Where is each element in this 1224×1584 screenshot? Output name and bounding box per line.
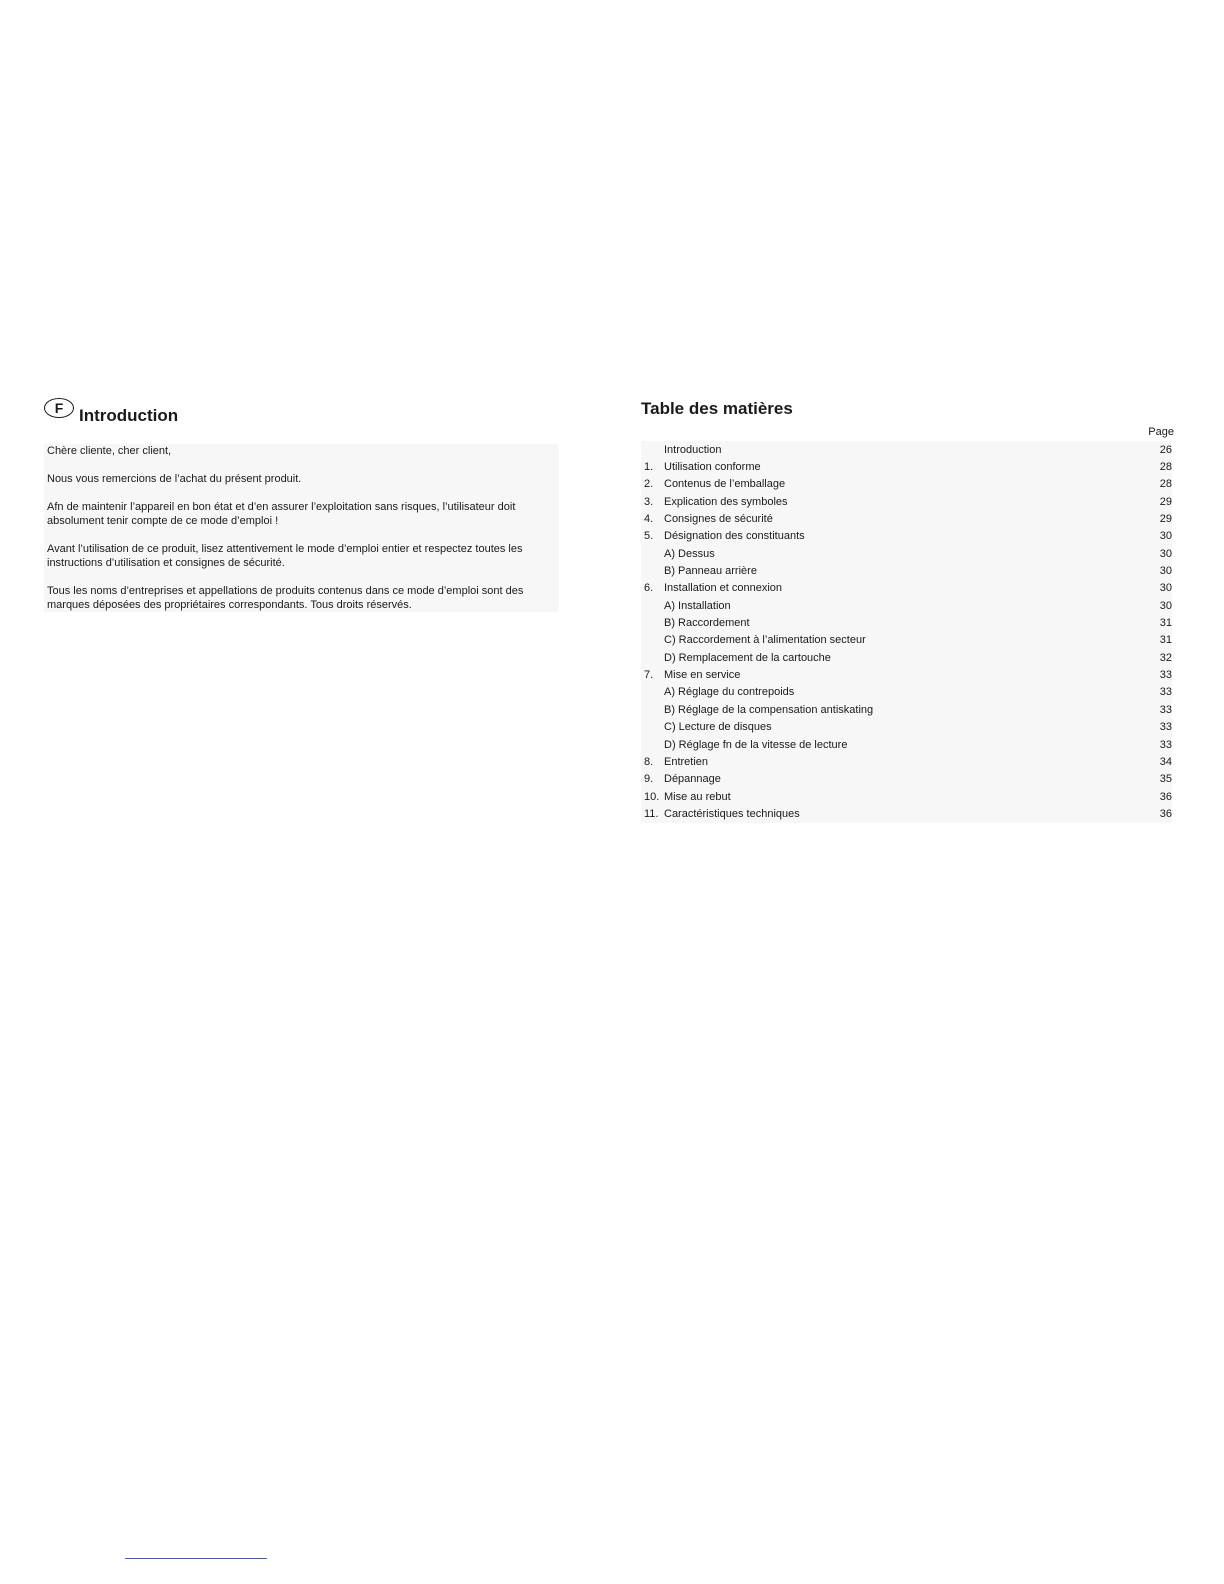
toc-entry[interactable] (641, 649, 1172, 666)
toc-entry-page: 36 (1159, 790, 1172, 803)
toc-entry-page: 26 (1159, 443, 1172, 456)
toc-entry[interactable] (641, 545, 1172, 562)
toc-entry-page: 28 (1159, 478, 1172, 491)
toc-entry[interactable] (641, 441, 1172, 458)
toc-entry-page: 30 (1159, 599, 1172, 612)
intro-paragraph: Chère cliente, cher client, (47, 445, 172, 457)
toc-entry[interactable] (641, 736, 1172, 753)
toc-entry[interactable] (641, 562, 1172, 579)
toc-entry-label: D) Réglage fn de la vitesse de lecture (664, 738, 848, 751)
toc-entry-label: A) Installation (664, 599, 731, 612)
toc-entry[interactable] (641, 493, 1172, 510)
toc-entry-label: Introduction (664, 443, 722, 456)
toc-entry-label: Explication des symboles (664, 495, 788, 508)
toc-entry-page: 33 (1159, 703, 1172, 716)
toc-entry-label: Installation et connexion (664, 582, 783, 595)
toc-entry-label: C) Raccordement à l’alimentation secteur (664, 634, 866, 647)
toc-entry-label: A) Réglage du contrepoids (664, 686, 795, 699)
toc-entry-label: B) Réglage de la compensation antiskating (664, 703, 874, 716)
toc-page-column-header: Page (1148, 426, 1174, 438)
table-of-contents (641, 398, 1174, 823)
toc-entry-label: B) Raccordement (664, 617, 750, 630)
toc-entry-label: Contenus de l’emballage (664, 478, 786, 491)
toc-entry-number: 11. (644, 807, 659, 820)
toc-entry[interactable] (641, 753, 1172, 770)
footer-divider (125, 1558, 267, 1559)
toc-entry-page: 30 (1159, 530, 1172, 543)
toc-entry-label: D) Remplacement de la cartouche (664, 651, 831, 664)
toc-entry-label: C) Lecture de disques (664, 721, 772, 734)
toc-entry[interactable] (641, 528, 1172, 545)
toc-entry[interactable] (641, 476, 1172, 493)
toc-entry-page: 33 (1159, 738, 1172, 751)
toc-entry-page: 30 (1159, 565, 1172, 578)
introduction-section (44, 397, 564, 612)
toc-entry-label: Caractéristiques techniques (664, 807, 800, 820)
toc-entry-number: 2. (644, 478, 654, 491)
toc-entry[interactable] (641, 805, 1172, 822)
language-badge-icon: F (44, 398, 74, 418)
toc-entry[interactable] (641, 580, 1172, 597)
toc-entry-label: Mise en service (664, 669, 741, 682)
toc-entry-number: 10. (644, 790, 660, 803)
toc-entry-page: 29 (1159, 495, 1172, 508)
toc-entry-number: 8. (644, 755, 654, 768)
toc-entry[interactable] (641, 614, 1172, 631)
toc-entry-label: Mise au rebut (664, 790, 731, 803)
toc-entry-label: Entretien (664, 755, 709, 768)
toc-entry[interactable] (641, 719, 1172, 736)
toc-entry-label: Dépannage (664, 773, 721, 786)
toc-entry[interactable] (641, 771, 1172, 788)
toc-entry-label: Consignes de sécurité (664, 513, 773, 526)
intro-paragraph: Avant l’utilisation de ce produit, lisez attentivement le mode d’emploi entier et respectez toutes les instructions d’utilisation et consignes de sécurité. (47, 543, 523, 569)
introduction-body (44, 444, 559, 612)
toc-entry[interactable] (641, 666, 1172, 683)
toc-entry-page: 28 (1159, 461, 1172, 474)
toc-entry[interactable] (641, 632, 1172, 649)
toc-entry-page: 36 (1159, 807, 1172, 820)
toc-entry-number: 1. (644, 461, 654, 474)
toc-entry-label: A) Dessus (664, 547, 715, 560)
toc-entry-number: 7. (644, 669, 654, 682)
toc-entry-page: 32 (1159, 651, 1172, 664)
toc-entry-page: 34 (1159, 755, 1172, 768)
toc-entry[interactable] (641, 597, 1172, 614)
toc-title: Table des matières (641, 399, 793, 418)
intro-paragraph: Afn de maintenir l’appareil en bon état et d’en assurer l’exploitation sans risques, l’utilisateur doit absolument tenir compte de ce mode d’emploi ! (47, 501, 516, 527)
toc-entry-number: 4. (644, 513, 654, 526)
toc-entry-number: 9. (644, 773, 654, 786)
intro-paragraph: Tous les noms d’entreprises et appellations de produits contenus dans ce mode d’emploi sont des marques déposées des propriétaires correspondants. Tous droits réservés. (47, 585, 524, 611)
toc-entry-page: 29 (1159, 513, 1172, 526)
toc-entry-page: 33 (1159, 686, 1172, 699)
toc-entry-number: 3. (644, 495, 654, 508)
toc-entry-label: Désignation des constituants (664, 530, 805, 543)
introduction-heading (44, 397, 564, 431)
toc-entry-number: 5. (644, 530, 654, 543)
toc-entry[interactable] (641, 684, 1172, 701)
introduction-title: Introduction (79, 406, 179, 425)
toc-entry-page: 33 (1159, 721, 1172, 734)
toc-entry[interactable] (641, 701, 1172, 718)
toc-entry-label: B) Panneau arrière (664, 565, 757, 578)
toc-entry-number: 6. (644, 582, 654, 595)
toc-entry-page: 31 (1159, 617, 1172, 630)
toc-entry-page: 31 (1159, 634, 1172, 647)
toc-entry-page: 35 (1159, 773, 1172, 786)
toc-entry[interactable] (641, 510, 1172, 527)
toc-list (641, 441, 1172, 823)
toc-entry[interactable] (641, 458, 1172, 475)
toc-entry-page: 33 (1159, 669, 1172, 682)
intro-paragraph: Nous vous remercions de l’achat du présent produit. (47, 473, 302, 485)
toc-entry-page: 30 (1159, 547, 1172, 560)
toc-entry-page: 30 (1159, 582, 1172, 595)
toc-entry[interactable] (641, 788, 1172, 805)
toc-entry-label: Utilisation conforme (664, 461, 761, 474)
